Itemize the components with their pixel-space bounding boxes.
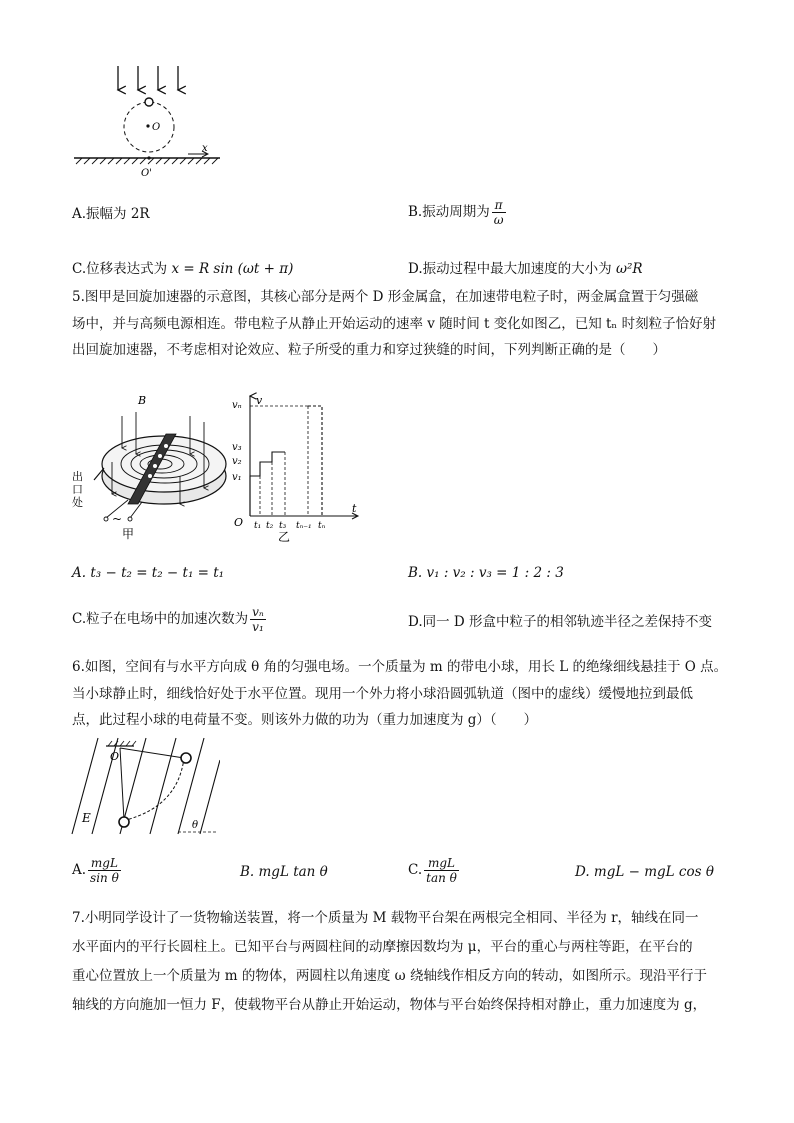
field-arrows — [118, 66, 178, 90]
exit-label-1: 出 — [72, 470, 83, 483]
x-tick-tn-1: tₙ₋₁ — [296, 521, 312, 531]
q4-option-b-fraction: $\frac{\pi}{\omega}$ — [493, 198, 504, 227]
q4-option-c-expr: x = R sin (ωt + π) — [171, 261, 294, 277]
q6-option-d: D. mgL − mgL cos θ — [575, 864, 714, 880]
q4-option-c — [72, 259, 293, 279]
q4-option-d-expr: ω²R — [615, 261, 643, 277]
q4-option-d-prefix: D.振动过程中最大加速度的大小为 — [408, 261, 612, 277]
arc-path — [126, 758, 184, 820]
q6-stem — [72, 654, 727, 734]
q6-option-c-fraction: $\frac{\text{mgL}}{\text{tan θ}}$ — [426, 856, 457, 885]
label-e: E — [82, 811, 91, 825]
ball — [145, 98, 153, 106]
terminal-right — [128, 517, 132, 521]
x-tick-t1: t₁ — [254, 521, 262, 531]
y-tick-vn: vₙ — [232, 400, 242, 411]
q6-figure — [70, 736, 220, 836]
b-label: B — [138, 394, 147, 407]
exit-label-2: 口 — [72, 483, 83, 496]
q4-option-a: A.振幅为 2R — [72, 206, 150, 222]
y-tick-v2: v₂ — [232, 456, 242, 467]
origin-label: O — [234, 516, 244, 529]
x-axis-label: t — [352, 502, 357, 515]
staircase — [250, 406, 322, 516]
fig-jia-label: 甲 — [122, 527, 135, 541]
q5-line-3: 出回旋加速器，不考虑相对论效应、粒子所受的重力和穿过狭缝的时间，下列判断正确的是（ ） — [72, 342, 666, 358]
exit-label-3: 处 — [72, 496, 83, 509]
label-o: O — [152, 122, 161, 133]
q4-figure — [70, 62, 230, 184]
label-theta: θ — [192, 820, 199, 831]
q5-figure-yi — [228, 392, 368, 544]
q5-option-b: B. v₁ : v₂ : v₃ = 1 : 2 : 3 — [408, 565, 564, 581]
x-tick-tn: tₙ — [318, 521, 326, 531]
q5-option-d: D.同一 D 形盒中粒子的相邻轨迹半径之差保持不变 — [408, 614, 713, 630]
ceiling-hatch — [108, 741, 136, 746]
string-horizontal — [120, 748, 184, 758]
string-vertical — [120, 748, 124, 820]
q4-option-d — [408, 259, 643, 279]
ball-start — [181, 753, 191, 763]
q5-option-c-prefix: C.粒子在电场中的加速次数为 — [72, 611, 249, 627]
q5-option-a: A. t₃ − t₂ = t₂ − t₁ = t₁ — [72, 565, 225, 581]
q5-line-2: 场中，并与高频电源相连。带电粒子从静止开始运动的速率 v 随时间 t 变化如图乙，已知 tₙ 时刻粒子恰好射 — [72, 315, 717, 332]
label-o-prime: O' — [141, 168, 152, 179]
q6-line-1: 6.如图，空间有与水平方向成 θ 角的匀强电场。一个质量为 m 的带电小球，用长 L 的绝缘细线悬挂于 O 点。 — [72, 659, 728, 675]
ac-symbol: ~ — [112, 512, 123, 526]
ball-end — [119, 817, 129, 827]
label-x: x — [202, 143, 208, 154]
q7-line-3: 重心位置放上一个质量为 m 的物体，两圆柱以角速度 ω 绕轴线作相反方向的转动，如图所示。现沿平行于 — [72, 968, 707, 984]
q6-line-2: 当小球静止时，细线恰好处于水平位置。现用一个外力将小球沿圆弧轨道（图中的虚线）缓慢地拉到最低 — [72, 685, 693, 702]
y-tick-v1: v₁ — [232, 472, 242, 483]
q7-line-1: 7.小明同学设计了一货物输送装置，将一个质量为 M 载物平台架在两根完全相同、半径为 r，轴线在同一 — [72, 910, 699, 926]
q6-option-a: A. $\frac{\text{mgL}}{\text{sin θ}}$ — [72, 856, 119, 885]
y-axis-label: v — [256, 394, 263, 407]
ground-hatch — [76, 158, 218, 164]
q5-option-c-fraction: $\frac{\text{vₙ}}{\text{v₁}}$ — [252, 605, 264, 634]
q4-option-c-prefix: C.位移表达式为 — [72, 261, 168, 277]
q5-figure-jia — [72, 392, 232, 542]
o-prime-dot — [147, 156, 150, 159]
q7-line-2: 水平面内的平行长圆柱上。已知平台与两圆柱间的动摩擦因数均为 μ，平台的重心与两柱等距，在平台的 — [72, 939, 693, 955]
fig-yi-label: 乙 — [278, 530, 291, 544]
q4-option-b-prefix: B.振动周期为 — [408, 204, 490, 220]
terminal-left — [104, 517, 108, 521]
q6-option-b: B. mgL tan θ — [240, 864, 328, 880]
q5-line-1: 5.图甲是回旋加速器的示意图，其核心部分是两个 D 形金属盒，在加速带电粒子时，两金属盒置于匀强磁 — [72, 289, 699, 305]
q6-option-a-fraction: $\frac{\text{mgL}}{\text{sin θ}}$ — [90, 856, 119, 885]
y-tick-v3: v₃ — [232, 442, 242, 453]
label-o: O — [110, 750, 120, 763]
q7-stem — [72, 904, 727, 1020]
q6-option-c: C. $\frac{\text{mgL}}{\text{tan θ}}$ — [408, 856, 457, 885]
dashed-guides — [250, 406, 308, 516]
x-tick-t2: t₂ — [266, 521, 274, 531]
x-tick-t3: t₃ — [279, 521, 287, 531]
q7-line-4: 轴线的方向施加一恒力 F，使载物平台从静止开始运动，物体与平台始终保持相对静止，重力加速度为 g， — [72, 997, 707, 1013]
q5-option-c — [72, 605, 268, 634]
q4-option-b — [408, 198, 508, 227]
q5-stem — [72, 284, 727, 364]
center-dot — [146, 124, 149, 127]
q6-line-3: 点，此过程小球的电荷量不变。则该外力做的功为（重力加速度为 g）（ ） — [72, 712, 538, 728]
